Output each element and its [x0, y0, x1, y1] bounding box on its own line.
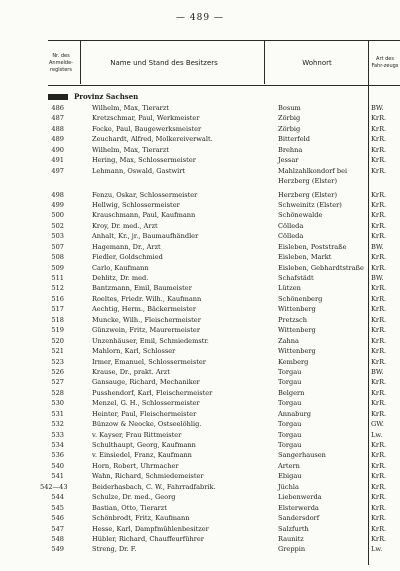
vehicle-type: KrR. [371, 493, 387, 502]
table-row [0, 388, 400, 398]
table-row [0, 430, 400, 440]
table-row [0, 450, 400, 460]
residence: Wittenberg [278, 347, 316, 356]
table-row [0, 409, 400, 419]
residence: Herzberg (Elster) [278, 177, 338, 186]
owner-name: Hübler, Richard, Chauffeurführer [92, 534, 204, 543]
owner-name: Streng, Dr. F. [92, 545, 137, 554]
vehicle-type: BW. [371, 104, 384, 112]
owner-name: Anhalt, Kr., jr., Baumaufhändler [92, 232, 199, 241]
owner-name: Hering, Max, Schlossermeister [92, 156, 196, 165]
residence: Zörbig [278, 114, 301, 123]
column-divider [80, 40, 81, 84]
owner-name: Fiedler, Goldschmied [92, 253, 163, 262]
header-vehicle-type: Art des Fahr-zeugs [371, 56, 399, 69]
vehicle-type: KrR. [371, 294, 387, 303]
residence: Ebigau [278, 472, 302, 481]
owner-name: Wahn, Richard, Schmiedemeister [92, 472, 204, 481]
residence: Greppin [278, 545, 306, 554]
vehicle-type: KrR. [371, 461, 387, 470]
table-row [0, 103, 400, 113]
table-row [0, 513, 400, 523]
owner-name: Wilhelm, Max, Tierarzt [92, 104, 169, 112]
residence: Cölleda [278, 232, 304, 241]
vehicle-type: KrR. [371, 156, 387, 165]
registry-number: 534 [51, 441, 64, 449]
residence: Eisleben, Gebhardtstraße [278, 263, 364, 272]
residence: Eisleben, Markt [278, 253, 332, 262]
owner-name: Beiderhasbach, C. W., Fahrradfabrik. [92, 482, 216, 491]
owner-name: Bastian, Otto, Tierarzt [92, 503, 167, 512]
registry-number: 487 [51, 114, 64, 123]
residence: Pretzsch [278, 315, 307, 324]
owner-name: Gansauge, Richard, Mechaniker [92, 378, 200, 387]
owner-name: Dehlitz, Dr. med. [92, 274, 149, 282]
table-row [0, 294, 400, 304]
table-row [0, 200, 400, 210]
vehicle-type: KrR. [371, 135, 387, 144]
vehicle-type: BW. [371, 242, 384, 251]
owner-name: Hesse, Karl, Dampfmühlenbesitzer [92, 524, 209, 533]
table-row [0, 534, 400, 544]
registry-number: 486 [51, 104, 64, 112]
table-row [0, 221, 400, 231]
registry-number: 521 [51, 347, 64, 356]
registry-number: 545 [51, 503, 64, 512]
registry-number: 519 [51, 326, 64, 335]
vehicle-type: KrR. [371, 263, 387, 272]
registry-number: 542—43 [40, 482, 68, 491]
table-row [0, 367, 400, 377]
registry-number: 527 [51, 378, 64, 387]
residence: Torgau [278, 399, 302, 408]
vehicle-type: KrR. [371, 534, 387, 543]
registry-number: 498 [51, 190, 64, 199]
vehicle-type: Lw. [371, 545, 383, 554]
vehicle-type: KrR. [371, 166, 387, 175]
registry-number: 548 [51, 534, 64, 543]
vehicle-type: KrR. [371, 221, 387, 230]
table-row [0, 263, 400, 273]
registry-number: 546 [51, 514, 64, 523]
table-row [0, 336, 400, 346]
registry-number: 512 [51, 284, 64, 293]
owner-name: Muncke, Wilh., Fleischermeister [92, 315, 201, 324]
vehicle-type: KrR. [371, 284, 387, 293]
registry-number: 531 [51, 409, 64, 418]
vehicle-type: KrR. [371, 253, 387, 262]
table-row [0, 346, 400, 356]
vehicle-type: KrR. [371, 200, 387, 209]
registry-number: 500 [51, 211, 64, 220]
owner-name: v. Einsiedel, Franz, Kaufmann [92, 451, 192, 460]
owner-name: Menzel, G. H., Schlossermeister [92, 399, 200, 408]
vehicle-type: KrR. [371, 145, 387, 154]
owner-name: Kretzschmar, Paul, Werkmeister [92, 114, 200, 123]
table-row [0, 315, 400, 325]
residence: Sangerhausen [278, 451, 326, 460]
registry-number: 533 [51, 430, 64, 439]
table-row [0, 190, 400, 200]
owner-name: Focke, Paul, Baugewerksmeister [92, 124, 202, 133]
vehicle-type: KrR. [371, 357, 387, 366]
owner-name: Horn, Robert, Uhrmacher [92, 461, 179, 470]
owner-name: Roeltes, Friedr. Wilh., Kaufmann [92, 294, 202, 303]
registry-number: 497 [51, 166, 64, 175]
vehicle-type: KrR. [371, 482, 387, 491]
header-registry-number: Nr. des Anmelde-reglsters [49, 52, 73, 73]
table-header [48, 40, 400, 86]
table-row [0, 155, 400, 165]
vehicle-type: BW. [371, 274, 384, 282]
table-row [0, 398, 400, 408]
vehicle-type: KrR. [371, 451, 387, 460]
table-row [0, 134, 400, 144]
owner-name: Heinter, Paul, Fleischermeister [92, 409, 197, 418]
registry-number: 511 [51, 274, 64, 282]
residence: Sandersdorf [278, 514, 320, 523]
residence: Elsterwerda [278, 503, 319, 512]
table-row [0, 471, 400, 481]
vehicle-type: KrR. [371, 388, 387, 397]
table-row [0, 524, 400, 534]
owner-name: Günzwein, Fritz, Maurermeister [92, 326, 200, 335]
owner-name: Lehmann, Oswald, Gastwirt [92, 166, 186, 175]
table-row [0, 357, 400, 367]
residence: Schafstädt [278, 274, 314, 282]
vehicle-type: KrR. [371, 409, 387, 418]
vehicle-type: GW. [371, 420, 384, 429]
vehicle-type: KrR. [371, 232, 387, 241]
owner-name: Fenzu, Oskar, Schlossermeister [92, 190, 198, 199]
owner-name: Hellwig, Schlossermeister [92, 200, 180, 209]
owner-name: Zeuchardt, Alfred, Molkereiverwalt. [92, 135, 213, 144]
owner-name: Schönbrodt, Fritz, Kaufmann [92, 514, 190, 523]
vehicle-type: KrR. [371, 472, 387, 481]
residence: Zörbig [278, 124, 301, 133]
registry-number: 549 [51, 545, 64, 554]
owner-name: Schulthaupt, Georg, Kaufmann [92, 441, 196, 449]
residence: Salzfurth [278, 524, 309, 533]
vehicle-type: KrR. [371, 441, 387, 449]
table-row [0, 283, 400, 293]
vehicle-type: KrR. [371, 514, 387, 523]
register-table [0, 103, 400, 555]
registry-number: 491 [51, 156, 64, 165]
owner-name: Bünzow & Neocke, Ostseelöhlig. [92, 420, 202, 429]
table-row [0, 210, 400, 220]
table-row [0, 124, 400, 134]
residence: Mahlzahlkondorf bei [278, 166, 348, 175]
registry-number: 503 [51, 232, 64, 241]
residence: Schweinitz (Elster) [278, 200, 342, 209]
table-row [0, 544, 400, 554]
owner-name: Pusshendorf, Karl, Fleischermeister [92, 388, 213, 397]
residence: Kemberg [278, 357, 309, 366]
registry-number: 540 [51, 461, 64, 470]
registry-number: 502 [51, 221, 64, 230]
vehicle-type: KrR. [371, 524, 387, 533]
table-row [0, 252, 400, 262]
header-residence: Wohnort [302, 59, 332, 67]
residence: Torgau [278, 378, 302, 387]
residence: Zahna [278, 336, 299, 345]
registry-number: 489 [51, 135, 64, 144]
registry-number: 499 [51, 200, 64, 209]
registry-number: 528 [51, 388, 64, 397]
registry-number: 544 [51, 493, 64, 502]
registry-number: 536 [51, 451, 64, 460]
registry-number: 516 [51, 294, 64, 303]
vehicle-type: KrR. [371, 190, 387, 199]
vehicle-type: KrR. [371, 503, 387, 512]
page-number: — 489 — [176, 13, 224, 23]
vehicle-type: KrR. [371, 211, 387, 220]
column-divider [264, 40, 265, 84]
residence: Annaburg [278, 409, 312, 418]
registry-number: 490 [51, 145, 64, 154]
residence: Brehna [278, 145, 303, 154]
residence: Schönenberg [278, 294, 323, 303]
residence: Herzberg (Elster) [278, 190, 338, 199]
table-row [0, 113, 400, 123]
table-row [0, 440, 400, 450]
registry-number: 509 [51, 263, 64, 272]
vehicle-type: KrR. [371, 336, 387, 345]
owner-name: Schulze, Dr. med., Georg [92, 493, 176, 502]
table-row [0, 176, 400, 186]
registry-number: 523 [51, 357, 64, 366]
vehicle-type: KrR. [371, 114, 387, 123]
registry-number: 508 [51, 253, 64, 262]
residence: Eisleben, Poststraße [278, 242, 347, 251]
owner-name: Krauschmann, Paul, Kaufmann [92, 211, 196, 220]
registry-number: 520 [51, 336, 64, 345]
residence: Lützen [278, 284, 301, 293]
table-row [0, 419, 400, 429]
owner-name: Krause, Dr., prakt. Arzt [92, 367, 170, 376]
owner-name: Irmer, Emanuel, Schlossermeister [92, 357, 206, 366]
residence: Wittenberg [278, 305, 316, 314]
residence: Cölleda [278, 221, 304, 230]
residence: Jessar [278, 156, 299, 165]
registry-number: 518 [51, 315, 64, 324]
residence: Belgern [278, 388, 305, 397]
header-owner-name: Name und Stand des Besitzers [110, 59, 218, 67]
residence: Torgau [278, 441, 302, 449]
residence: Artern [278, 461, 300, 470]
owner-name: Hagemann, Dr., Arzt [92, 242, 161, 251]
table-row [0, 273, 400, 283]
registry-number: 526 [51, 367, 64, 376]
registry-number: 547 [51, 524, 64, 533]
owner-name: Carlo, Kaufmann [92, 263, 149, 272]
vehicle-type: KrR. [371, 124, 387, 133]
table-row [0, 377, 400, 387]
residence: Torgau [278, 430, 302, 439]
residence: Raunitz [278, 534, 304, 543]
owner-name: Kroy, Dr. med., Arzt [92, 221, 158, 230]
province-heading [48, 92, 138, 101]
residence: Bosum [278, 104, 301, 112]
registry-number: 532 [51, 420, 64, 429]
table-row [0, 503, 400, 513]
registry-number: 488 [51, 124, 64, 133]
owner-name: Mahlorn, Karl, Schlosser [92, 347, 176, 356]
registry-number: 530 [51, 399, 64, 408]
vehicle-type: KrR. [371, 378, 387, 387]
vehicle-type: KrR. [371, 315, 387, 324]
table-row [0, 231, 400, 241]
province-title: Provinz Sachsen [74, 92, 139, 101]
table-row [0, 325, 400, 335]
residence: Torgau [278, 420, 302, 429]
owner-name: Wilhelm, Max, Tierarzt [92, 145, 169, 154]
registry-number: 517 [51, 305, 64, 314]
table-row [0, 492, 400, 502]
residence: Bitterfeld [278, 135, 310, 144]
table-row [0, 166, 400, 176]
vehicle-type: KrR. [371, 326, 387, 335]
table-row [0, 304, 400, 314]
section-marker [48, 94, 68, 100]
residence: Schönewalde [278, 211, 323, 220]
residence: Wittenberg [278, 326, 316, 335]
registry-number: 541 [51, 472, 64, 481]
owner-name: Bantzmann, Emil, Baumeister [92, 284, 192, 293]
table-row [0, 461, 400, 471]
vehicle-type: BW. [371, 367, 384, 376]
vehicle-type: KrR. [371, 305, 387, 314]
residence: Jüchla [278, 482, 299, 491]
residence: Liebenwerda [278, 493, 322, 502]
table-row [0, 482, 400, 492]
residence: Torgau [278, 367, 302, 376]
owner-name: Unzenhäuser, Emil, Schmiedemstr. [92, 336, 209, 345]
table-row [0, 145, 400, 155]
owner-name: Aechtig, Herm., Bäckermeister [92, 305, 196, 314]
vehicle-type: KrR. [371, 347, 387, 356]
owner-name: v. Kayser, Frau Rittmeister [92, 430, 182, 439]
registry-number: 507 [51, 242, 64, 251]
table-row [0, 242, 400, 252]
vehicle-type: KrR. [371, 399, 387, 408]
vehicle-type: Lw. [371, 430, 383, 439]
